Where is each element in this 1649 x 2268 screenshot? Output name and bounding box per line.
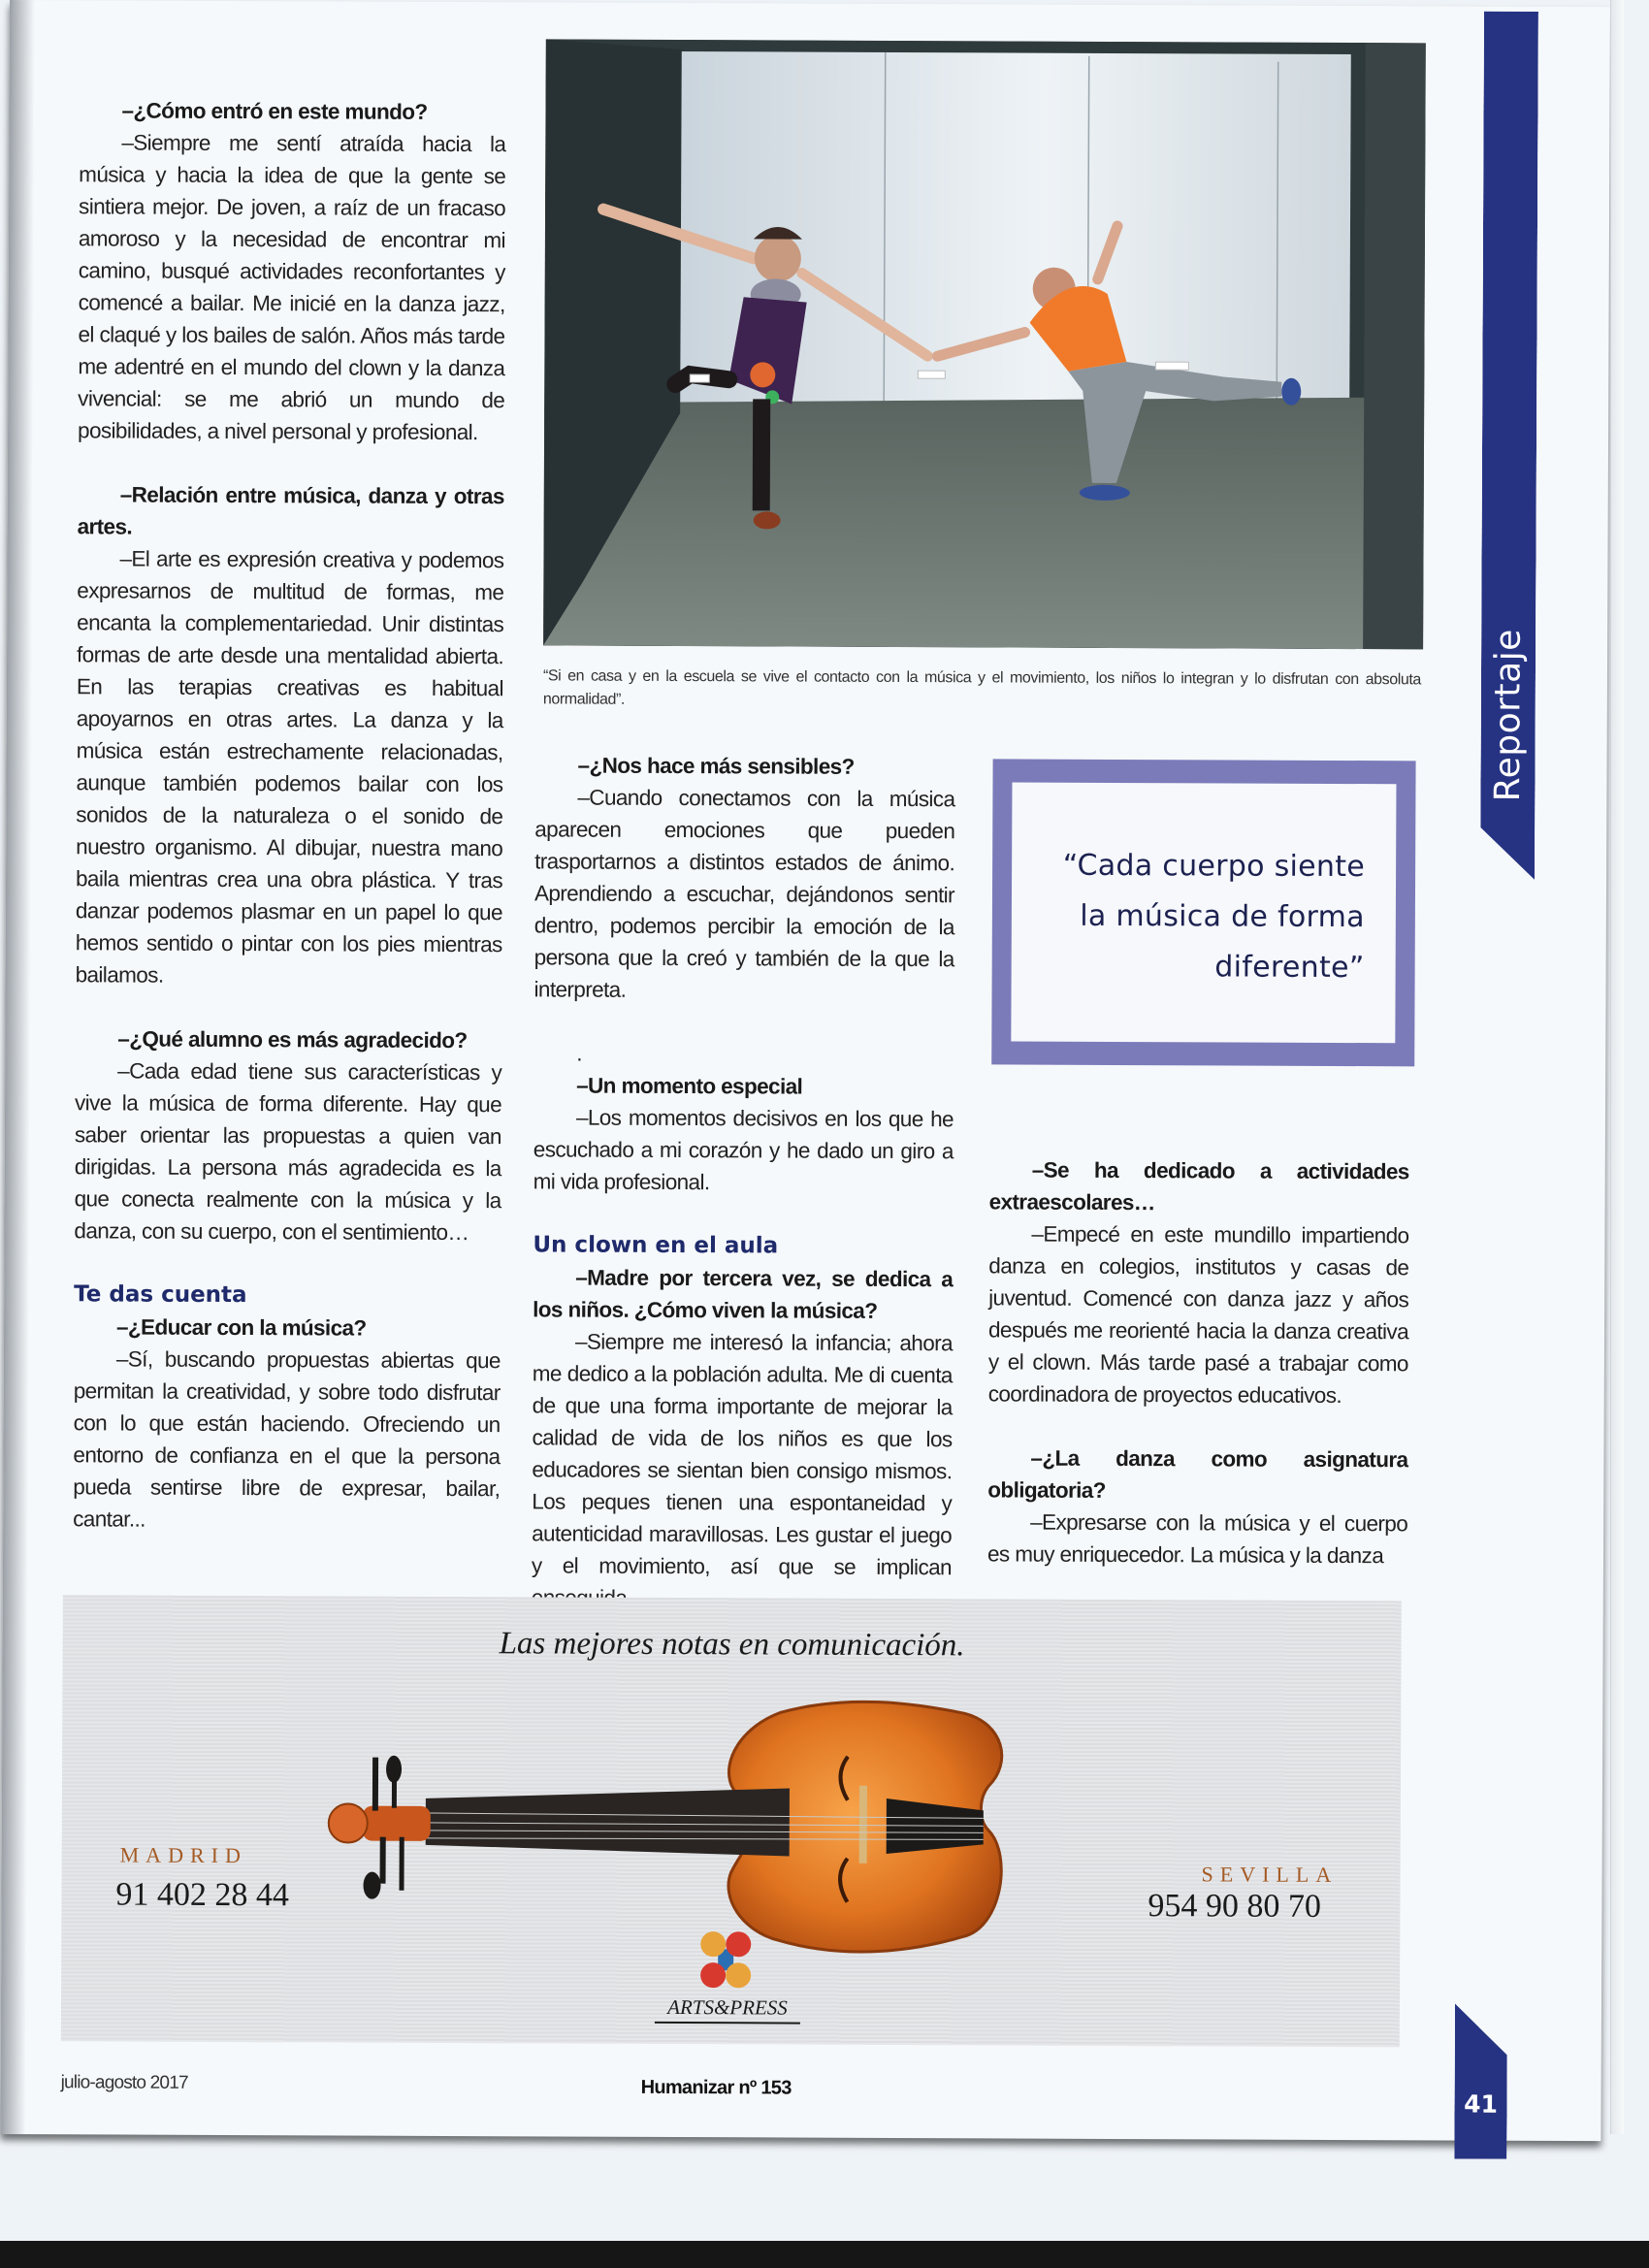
arts-press-brand: ARTS&PRESS [655,1995,800,2025]
issue-date: julio-agosto 2017 [60,2072,188,2093]
interview-question: –Madre por tercera vez, se dedica a los niños. ¿Cómo viven la música? [533,1265,954,1323]
madrid-phone: 91 402 28 44 [115,1876,290,1914]
interview-answer: –Siempre me sentí atraída hacia la música y hacia la idea de que la gente se sintiera mejor. De joven, a raíz de un fracaso amoroso y la necesidad de encontrar mi camino, busqué actividades reconfortantes y comencé a bailar. Me inicié en la danza jazz, el claqué y los bailes de salón. Años más tarde me adentré en el mundo del clown y la danza vivencial: se me abrió un mundo de posibilidades, a nivel personal y profesional. [78,130,506,445]
photo-caption: “Si en casa y en la escuela se vive el contacto con la música y el movimiento, los niños lo integran y lo disfrutan con absoluta normalidad”. [542,667,1421,708]
pull-quote-line: “Cada cuerpo siente [1062,848,1366,885]
stray-mark: . [576,1041,582,1066]
interview-question: –¿Qué alumno es más agradecido? [117,1026,468,1053]
section-heading: Te das cuenta [74,1281,247,1309]
interview-answer: –Siempre me interesó la infancia; ahora me dedico a la población adulta. Me di cuenta de que una forma importante de mejorar la calidad de vida de los niños es que los educadores se sientan bien consigo mismos. Los peques tienen una espontaneidad y autenticidad maravillosas. Les gustar el juego y el movimiento, así que se implican [531,1329,954,1580]
section-tab-label [1482,569,1534,860]
article-column-3 [987,1153,1409,1571]
clowns-dancing-image [543,39,1426,649]
binding-shadow [0,0,35,2134]
interview-question: –Relación entre música, danza y otras artes. [77,482,504,539]
interview-answer: –Empecé en este mundillo impartiendo danza en colegios, institutos y casas de juventud. Comencé con danza jazz y años después me reorienté hacia la danza creativa y el clown. Más tarde pasé a trabajar como coordinadora de proyectos educativos. [987,1221,1409,1409]
advertisement [61,1595,1402,2047]
ad-tagline: Las mejores notas en comunicación. [499,1626,965,1664]
sevilla-label: SEVILLA [1201,1862,1339,1887]
article-column-2 [532,749,955,1615]
interview-question: –¿Nos hace más sensibles? [577,753,855,779]
interview-answer: –Cada edad tiene sus características y vive la música de forma diferente. Hay que saber orientar las propuestas a quien van dirigidas. La persona más agradecida es la que conecta realmente con la música y la danza, con su cuerpo, con el sentimiento… [74,1058,502,1246]
pull-quote [1011,783,1396,1044]
interview-question: –¿Cómo entró en este mundo? [121,98,428,124]
page-edge [1610,0,1624,2134]
sevilla-phone: 954 90 80 70 [1148,1888,1322,1925]
interview-question: –Se ha dedicado a actividades extraescolares… [988,1157,1409,1215]
arts-press-logo-icon [696,1928,755,1992]
pull-quote-box [991,759,1415,1066]
interview-question: –¿La danza como asignatura obligatoria? [987,1445,1408,1503]
section-heading: Un clown en el aula [533,1232,779,1259]
page-number-tab [1454,2004,1507,2159]
section-tab-text: Reportaje [1487,628,1529,801]
interview-question: –¿Educar con la música? [115,1314,367,1341]
interview-answer: –Los momentos decisivos en los que he escuchado a mi corazón y he dado un giro a mi vida profesional. [533,1105,954,1195]
article-photo [543,39,1426,649]
interview-answer: –Sí, buscando propuestas abiertas que permitan la creatividad, y sobre todo disfrutar con lo que están haciendo. Ofreciendo un entorno de confianza en el que la persona pueda sentirse libre de expresar, bailar, cantar... [73,1346,501,1532]
madrid-label: MADRID [119,1842,247,1868]
interview-question: –Un momento especial [576,1073,803,1099]
interview-answer: –Cuando conectamos con la música aparecen emociones que pueden trasportarnos a distintos estados de ánimo. Aprendiendo a escuchar, dejándonos sentir dentro, podemos percibir la emoción de la persona que la creó y también de la que la interpreta. [534,785,955,1002]
pull-quote-line: la música de forma [1080,898,1365,935]
magazine-issue: Humanizar nº 153 [640,2076,792,2099]
pull-quote-line: diferente” [1214,950,1365,986]
page-number: 41 [1464,2090,1499,2119]
interview-answer: –Expresarse con la música y el cuerpo es muy enriquecedor. La música y la danza [986,1509,1408,1569]
interview-answer: –El arte es expresión creativa y podemos expresarnos de multitud de formas, me encanta la complementariedad. Unir distintas formas de arte desde una mentalidad abierta. En las terapias creativas es habitual apoyarnos en otras artes. La danza y la música están estrechamente relacionadas, aunque también podemos bailar con los sonidos de la naturaleza o el sonido de nuestro organismo. Al dibujar, nuestra mano baila mientras crea una obra plástica. Y tras danzar podemos plasmar en un papel lo que hemos sentido o pintar con los pies mientras bailamos. [75,546,504,988]
scanner-edge [0,2241,1649,2268]
article-column-1 [73,94,505,1537]
